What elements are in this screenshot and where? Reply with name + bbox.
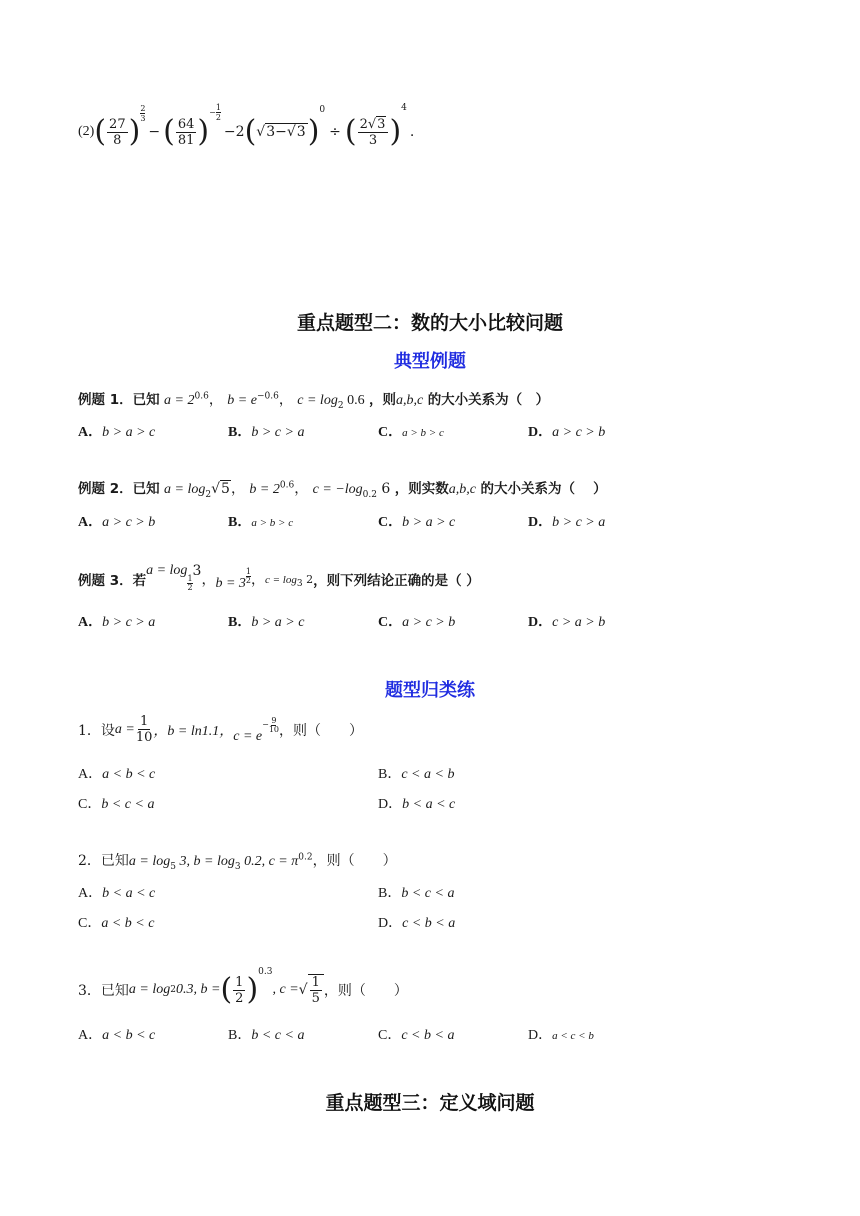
- close-paren: ): [128, 114, 141, 149]
- practice-3-option-d[interactable]: D．a < c < b: [528, 1028, 594, 1043]
- practice-2-option-d[interactable]: D．c < b < a: [378, 916, 456, 931]
- exponent-neg-1-2: − 1 2: [209, 103, 221, 122]
- example-3-option-c[interactable]: C．a > c > b: [378, 615, 456, 630]
- fraction-64-81: $\frac{64}{81}$: [177, 116, 195, 148]
- problem-2-expression: (2) ( $\frac{27}{8}$ ) 2 3 − ( $\frac{64}{81}$ ) − 1 2 −2 ( √3−√3 ) 0 ÷ ( $\frac{2√3}{3}$ ) 4 .: [78, 103, 415, 149]
- practice-3-option-b[interactable]: B．b < c < a: [228, 1028, 305, 1043]
- example-3-question: 例题 3． 若 a = log 1 2 3 ， b = 3 1 2 ， $c = \log_3 2$ ，则下列结论正确的是（ ）: [78, 562, 480, 592]
- example-2-option-a[interactable]: A．a > c > b: [78, 515, 156, 530]
- typical-examples-heading: 典型例题: [394, 351, 466, 372]
- practice-1-question: 1．设 a = $\frac{1}{10}$ ，b = ln1.1， c = e − 9 10 ，则（ ）: [78, 714, 364, 745]
- exponent-2-3: 2 3: [140, 104, 146, 123]
- example-1-option-b[interactable]: B．b > c > a: [228, 425, 305, 440]
- example-1-option-c[interactable]: C．a > b > c: [378, 425, 444, 440]
- example-3-option-b[interactable]: B．b > a > c: [228, 615, 305, 630]
- example-1-question: 例题 1．已知 $a = 2^{0.6}$， $b = e^{-0.6}$， $c = \log_2 0.6$ ，则a,b,c 的大小关系为（ ）: [78, 391, 550, 411]
- fraction-27-8: $\frac{27}{8}$: [109, 116, 126, 148]
- practice-3-option-a[interactable]: A．a < b < c: [78, 1028, 156, 1043]
- practice-2-option-a[interactable]: A．b < a < c: [78, 886, 156, 901]
- practice-heading: 题型归类练: [385, 680, 475, 701]
- example-3-option-a[interactable]: A．b > c > a: [78, 615, 156, 630]
- example-2-option-b[interactable]: B．a > b > c: [228, 515, 294, 530]
- divide-sign: ÷: [329, 124, 341, 140]
- section-3-title: 重点题型三：定义域问题: [325, 1092, 535, 1114]
- nested-radical: √3−√3: [256, 124, 306, 140]
- example-3-option-d[interactable]: D．c > a > b: [528, 615, 606, 630]
- practice-1-option-c[interactable]: C．b < c < a: [78, 797, 155, 812]
- practice-3-question: 3．已知 a = log 2 0.3, b = ( $\frac{1}{2}$ ) 0.3 , c = √ $\frac{1}{5}$ ，则（ ）: [78, 967, 408, 1007]
- problem-2-label: (2): [78, 124, 95, 139]
- example-1-option-a[interactable]: A．b > a > c: [78, 425, 156, 440]
- practice-2-option-c[interactable]: C．a < b < c: [78, 916, 155, 931]
- coefficient: −2: [223, 124, 245, 140]
- practice-2-question: 2．已知$a = \log_5 3$, $b = \log_3 0.2$, $c = \pi^{0.2}$，则（ ）: [78, 852, 397, 872]
- example-2-option-d[interactable]: D．b > c > a: [528, 515, 606, 530]
- example-2-option-c[interactable]: C．b > a > c: [378, 515, 456, 530]
- practice-3-option-c[interactable]: C．c < b < a: [378, 1028, 455, 1043]
- open-paren: (: [94, 114, 107, 149]
- practice-2-option-b[interactable]: B．b < c < a: [378, 886, 455, 901]
- fraction-2root3-3: $\frac{2√3}{3}$: [358, 117, 389, 148]
- example-1-option-d[interactable]: D．a > c > b: [528, 425, 606, 440]
- practice-1-option-a[interactable]: A．a < b < c: [78, 767, 156, 782]
- section-2-title: 重点题型二：数的大小比较问题: [296, 312, 563, 334]
- practice-1-option-d[interactable]: D．b < a < c: [378, 797, 456, 812]
- practice-1-option-b[interactable]: B．c < a < b: [378, 767, 455, 782]
- example-2-question: 例题 2．已知 $a = \log_2√5$， $b = 2^{0.6}$， $c = -\log_{0.2}$ 6 ，则实数a,b,c 的大小关系为（ ）: [78, 480, 607, 500]
